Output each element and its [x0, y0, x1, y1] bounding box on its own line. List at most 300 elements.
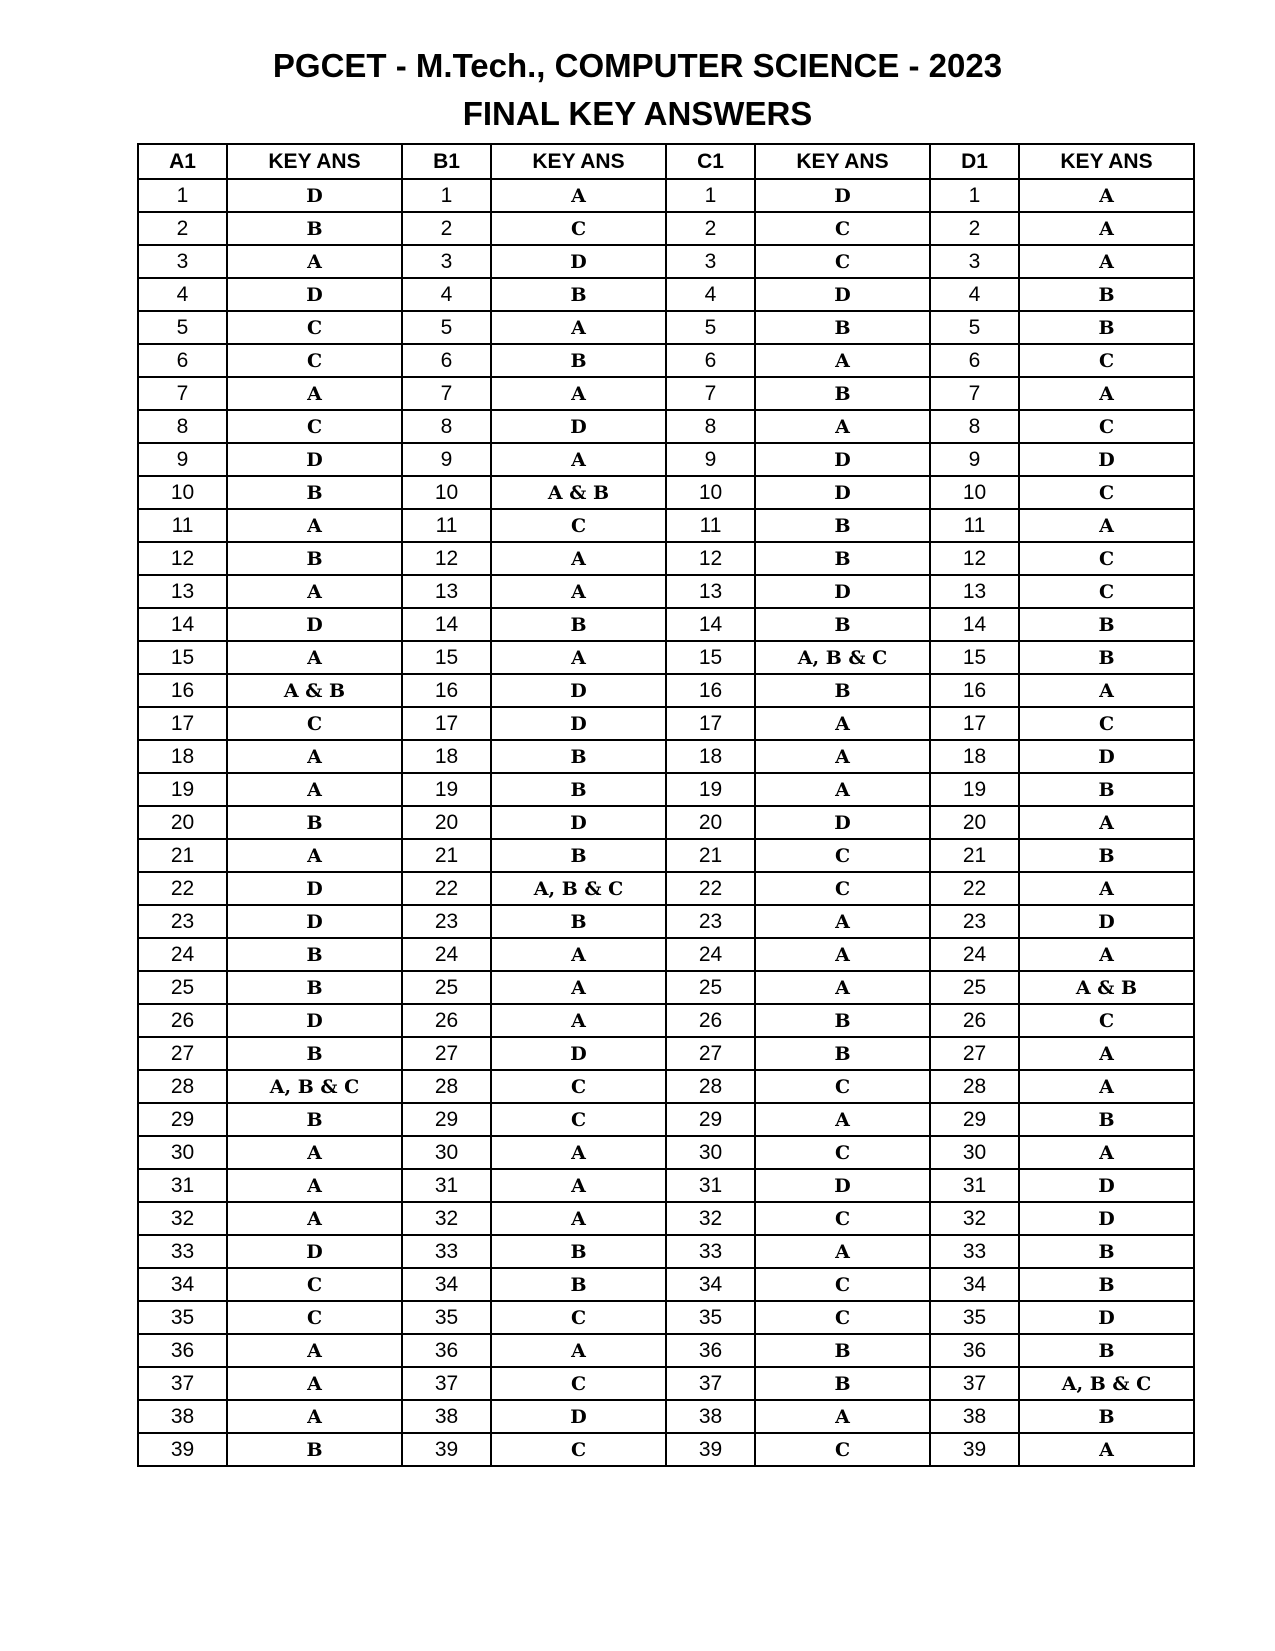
d1-question-cell: 28 — [930, 1070, 1019, 1103]
c1-question-cell: 13 — [666, 575, 755, 608]
c1-answer-cell: B — [755, 1334, 930, 1367]
b1-answer-cell: C — [491, 1367, 666, 1400]
b1-question-cell: 37 — [402, 1367, 491, 1400]
a1-question-cell: 26 — [138, 1004, 227, 1037]
c1-answer-cell: B — [755, 608, 930, 641]
d1-question-cell: 13 — [930, 575, 1019, 608]
b1-answer-cell: C — [491, 212, 666, 245]
d1-answer-cell: A — [1019, 938, 1194, 971]
c1-answer-cell: C — [755, 1433, 930, 1466]
c1-question-cell: 3 — [666, 245, 755, 278]
b1-answer-cell: A — [491, 542, 666, 575]
c1-question-cell: 15 — [666, 641, 755, 674]
d1-question-cell: 7 — [930, 377, 1019, 410]
table-row — [138, 1037, 1194, 1070]
b1-answer-cell: A — [491, 641, 666, 674]
a1-answer-cell: D — [227, 872, 402, 905]
a1-question-cell: 24 — [138, 938, 227, 971]
c1-question-cell: 10 — [666, 476, 755, 509]
a1-question-cell: 35 — [138, 1301, 227, 1334]
c1-question-cell: 38 — [666, 1400, 755, 1433]
b1-question-cell: 9 — [402, 443, 491, 476]
b1-question-cell: 10 — [402, 476, 491, 509]
d1-answer-cell: B — [1019, 608, 1194, 641]
d1-question-cell: 20 — [930, 806, 1019, 839]
b1-question-cell: 11 — [402, 509, 491, 542]
b1-question-cell: 16 — [402, 674, 491, 707]
c1-answer-cell: C — [755, 839, 930, 872]
d1-question-cell: 37 — [930, 1367, 1019, 1400]
table-row — [138, 509, 1194, 542]
c1-question-cell: 32 — [666, 1202, 755, 1235]
table-row — [138, 443, 1194, 476]
c1-question-cell: 33 — [666, 1235, 755, 1268]
a1-answer-cell: B — [227, 1103, 402, 1136]
c1-answer-cell: A — [755, 773, 930, 806]
b1-question-cell: 36 — [402, 1334, 491, 1367]
header-key-ans: KEY ANS — [227, 144, 402, 179]
header-key-ans: KEY ANS — [491, 144, 666, 179]
c1-answer-cell: C — [755, 872, 930, 905]
b1-question-cell: 35 — [402, 1301, 491, 1334]
table-row — [138, 1202, 1194, 1235]
table-row — [138, 1004, 1194, 1037]
header-key-ans: KEY ANS — [755, 144, 930, 179]
d1-question-cell: 18 — [930, 740, 1019, 773]
a1-answer-cell: B — [227, 806, 402, 839]
a1-question-cell: 5 — [138, 311, 227, 344]
c1-answer-cell: A — [755, 740, 930, 773]
d1-question-cell: 35 — [930, 1301, 1019, 1334]
a1-answer-cell: A — [227, 1367, 402, 1400]
c1-answer-cell: D — [755, 575, 930, 608]
table-row — [138, 542, 1194, 575]
c1-answer-cell: D — [755, 1169, 930, 1202]
b1-answer-cell: B — [491, 344, 666, 377]
d1-answer-cell: C — [1019, 410, 1194, 443]
a1-question-cell: 15 — [138, 641, 227, 674]
c1-question-cell: 6 — [666, 344, 755, 377]
a1-answer-cell: A — [227, 740, 402, 773]
d1-question-cell: 36 — [930, 1334, 1019, 1367]
answer-key-body — [138, 179, 1194, 1466]
c1-answer-cell: A — [755, 938, 930, 971]
c1-answer-cell: A — [755, 1235, 930, 1268]
b1-answer-cell: D — [491, 245, 666, 278]
a1-question-cell: 25 — [138, 971, 227, 1004]
a1-answer-cell: A — [227, 1400, 402, 1433]
b1-answer-cell: B — [491, 278, 666, 311]
b1-answer-cell: A — [491, 179, 666, 212]
d1-question-cell: 22 — [930, 872, 1019, 905]
d1-answer-cell: A, B & C — [1019, 1367, 1194, 1400]
d1-answer-cell: D — [1019, 740, 1194, 773]
d1-answer-cell: C — [1019, 575, 1194, 608]
b1-question-cell: 15 — [402, 641, 491, 674]
d1-question-cell: 33 — [930, 1235, 1019, 1268]
c1-answer-cell: A — [755, 707, 930, 740]
table-row — [138, 245, 1194, 278]
a1-question-cell: 12 — [138, 542, 227, 575]
table-row — [138, 1136, 1194, 1169]
a1-question-cell: 16 — [138, 674, 227, 707]
b1-question-cell: 32 — [402, 1202, 491, 1235]
c1-answer-cell: B — [755, 311, 930, 344]
c1-answer-cell: A — [755, 971, 930, 1004]
d1-question-cell: 1 — [930, 179, 1019, 212]
table-row — [138, 872, 1194, 905]
c1-question-cell: 11 — [666, 509, 755, 542]
c1-question-cell: 17 — [666, 707, 755, 740]
table-row — [138, 1400, 1194, 1433]
d1-answer-cell: D — [1019, 905, 1194, 938]
c1-answer-cell: A — [755, 1103, 930, 1136]
header-b1: B1 — [402, 144, 491, 179]
d1-question-cell: 29 — [930, 1103, 1019, 1136]
c1-answer-cell: C — [755, 212, 930, 245]
a1-answer-cell: A & B — [227, 674, 402, 707]
d1-answer-cell: B — [1019, 1103, 1194, 1136]
a1-question-cell: 27 — [138, 1037, 227, 1070]
c1-answer-cell: B — [755, 1367, 930, 1400]
c1-question-cell: 22 — [666, 872, 755, 905]
a1-answer-cell: A — [227, 245, 402, 278]
b1-answer-cell: A — [491, 938, 666, 971]
b1-question-cell: 20 — [402, 806, 491, 839]
table-row — [138, 773, 1194, 806]
b1-answer-cell: C — [491, 1301, 666, 1334]
d1-answer-cell: B — [1019, 1334, 1194, 1367]
b1-answer-cell: A & B — [491, 476, 666, 509]
a1-question-cell: 31 — [138, 1169, 227, 1202]
c1-question-cell: 5 — [666, 311, 755, 344]
b1-question-cell: 14 — [402, 608, 491, 641]
d1-question-cell: 27 — [930, 1037, 1019, 1070]
d1-question-cell: 9 — [930, 443, 1019, 476]
table-row — [138, 806, 1194, 839]
c1-answer-cell: C — [755, 1136, 930, 1169]
b1-answer-cell: D — [491, 707, 666, 740]
c1-question-cell: 20 — [666, 806, 755, 839]
table-row — [138, 1334, 1194, 1367]
b1-question-cell: 23 — [402, 905, 491, 938]
d1-question-cell: 14 — [930, 608, 1019, 641]
c1-answer-cell: B — [755, 509, 930, 542]
c1-answer-cell: A — [755, 344, 930, 377]
d1-question-cell: 5 — [930, 311, 1019, 344]
b1-question-cell: 39 — [402, 1433, 491, 1466]
d1-question-cell: 30 — [930, 1136, 1019, 1169]
c1-question-cell: 39 — [666, 1433, 755, 1466]
c1-question-cell: 16 — [666, 674, 755, 707]
c1-answer-cell: C — [755, 1202, 930, 1235]
table-row — [138, 1301, 1194, 1334]
c1-question-cell: 27 — [666, 1037, 755, 1070]
a1-question-cell: 23 — [138, 905, 227, 938]
b1-answer-cell: C — [491, 509, 666, 542]
d1-question-cell: 4 — [930, 278, 1019, 311]
a1-answer-cell: B — [227, 938, 402, 971]
table-row — [138, 212, 1194, 245]
d1-question-cell: 17 — [930, 707, 1019, 740]
a1-answer-cell: A — [227, 377, 402, 410]
a1-answer-cell: C — [227, 311, 402, 344]
b1-answer-cell: D — [491, 410, 666, 443]
header-d1: D1 — [930, 144, 1019, 179]
table-row — [138, 476, 1194, 509]
a1-question-cell: 14 — [138, 608, 227, 641]
c1-answer-cell: C — [755, 1070, 930, 1103]
a1-answer-cell: D — [227, 1004, 402, 1037]
b1-answer-cell: A — [491, 443, 666, 476]
c1-question-cell: 25 — [666, 971, 755, 1004]
a1-answer-cell: A — [227, 641, 402, 674]
a1-question-cell: 19 — [138, 773, 227, 806]
a1-question-cell: 4 — [138, 278, 227, 311]
table-row — [138, 707, 1194, 740]
b1-question-cell: 26 — [402, 1004, 491, 1037]
d1-question-cell: 11 — [930, 509, 1019, 542]
d1-question-cell: 15 — [930, 641, 1019, 674]
a1-answer-cell: A — [227, 1169, 402, 1202]
d1-question-cell: 31 — [930, 1169, 1019, 1202]
a1-answer-cell: A — [227, 773, 402, 806]
d1-answer-cell: B — [1019, 773, 1194, 806]
header-a1: A1 — [138, 144, 227, 179]
b1-answer-cell: A — [491, 1169, 666, 1202]
d1-answer-cell: C — [1019, 344, 1194, 377]
table-row — [138, 410, 1194, 443]
b1-answer-cell: A — [491, 575, 666, 608]
d1-answer-cell: C — [1019, 542, 1194, 575]
a1-question-cell: 20 — [138, 806, 227, 839]
a1-answer-cell: B — [227, 971, 402, 1004]
a1-question-cell: 8 — [138, 410, 227, 443]
d1-answer-cell: A — [1019, 806, 1194, 839]
page-title: PGCET - M.Tech., COMPUTER SCIENCE - 2023 — [272, 47, 1003, 84]
table-row — [138, 971, 1194, 1004]
c1-answer-cell: A — [755, 1400, 930, 1433]
b1-answer-cell: D — [491, 1400, 666, 1433]
d1-question-cell: 21 — [930, 839, 1019, 872]
c1-answer-cell: D — [755, 476, 930, 509]
a1-question-cell: 37 — [138, 1367, 227, 1400]
c1-question-cell: 12 — [666, 542, 755, 575]
c1-question-cell: 24 — [666, 938, 755, 971]
d1-question-cell: 34 — [930, 1268, 1019, 1301]
table-row — [138, 1103, 1194, 1136]
header-c1: C1 — [666, 144, 755, 179]
a1-answer-cell: B — [227, 1433, 402, 1466]
b1-question-cell: 4 — [402, 278, 491, 311]
a1-question-cell: 30 — [138, 1136, 227, 1169]
c1-question-cell: 34 — [666, 1268, 755, 1301]
b1-question-cell: 34 — [402, 1268, 491, 1301]
a1-answer-cell: B — [227, 476, 402, 509]
b1-question-cell: 31 — [402, 1169, 491, 1202]
a1-answer-cell: A — [227, 1202, 402, 1235]
a1-answer-cell: C — [227, 344, 402, 377]
c1-answer-cell: A — [755, 410, 930, 443]
d1-question-cell: 24 — [930, 938, 1019, 971]
b1-question-cell: 8 — [402, 410, 491, 443]
table-row — [138, 839, 1194, 872]
c1-answer-cell: B — [755, 377, 930, 410]
b1-question-cell: 19 — [402, 773, 491, 806]
b1-answer-cell: D — [491, 806, 666, 839]
c1-question-cell: 37 — [666, 1367, 755, 1400]
b1-question-cell: 1 — [402, 179, 491, 212]
c1-answer-cell: D — [755, 443, 930, 476]
d1-answer-cell: D — [1019, 443, 1194, 476]
d1-answer-cell: D — [1019, 1301, 1194, 1334]
b1-answer-cell: B — [491, 773, 666, 806]
table-row — [138, 1367, 1194, 1400]
a1-question-cell: 38 — [138, 1400, 227, 1433]
a1-answer-cell: A — [227, 839, 402, 872]
a1-answer-cell: A — [227, 509, 402, 542]
a1-question-cell: 3 — [138, 245, 227, 278]
b1-question-cell: 12 — [402, 542, 491, 575]
header-key-ans: KEY ANS — [1019, 144, 1194, 179]
table-row — [138, 377, 1194, 410]
a1-question-cell: 17 — [138, 707, 227, 740]
a1-answer-cell: B — [227, 212, 402, 245]
d1-answer-cell: B — [1019, 839, 1194, 872]
b1-answer-cell: A — [491, 1202, 666, 1235]
c1-question-cell: 26 — [666, 1004, 755, 1037]
a1-answer-cell: D — [227, 608, 402, 641]
c1-answer-cell: D — [755, 278, 930, 311]
d1-answer-cell: A — [1019, 377, 1194, 410]
a1-question-cell: 2 — [138, 212, 227, 245]
b1-question-cell: 2 — [402, 212, 491, 245]
b1-question-cell: 17 — [402, 707, 491, 740]
d1-answer-cell: B — [1019, 1400, 1194, 1433]
b1-question-cell: 7 — [402, 377, 491, 410]
c1-answer-cell: B — [755, 674, 930, 707]
c1-answer-cell: B — [755, 1037, 930, 1070]
table-row — [138, 938, 1194, 971]
d1-answer-cell: A — [1019, 245, 1194, 278]
d1-answer-cell: B — [1019, 311, 1194, 344]
d1-answer-cell: A — [1019, 1070, 1194, 1103]
d1-answer-cell: D — [1019, 1202, 1194, 1235]
a1-answer-cell: C — [227, 1268, 402, 1301]
c1-answer-cell: C — [755, 1301, 930, 1334]
d1-answer-cell: A — [1019, 212, 1194, 245]
b1-question-cell: 30 — [402, 1136, 491, 1169]
c1-question-cell: 30 — [666, 1136, 755, 1169]
a1-answer-cell: B — [227, 542, 402, 575]
b1-answer-cell: A — [491, 377, 666, 410]
c1-answer-cell: D — [755, 179, 930, 212]
c1-answer-cell: A, B & C — [755, 641, 930, 674]
c1-answer-cell: C — [755, 245, 930, 278]
d1-answer-cell: C — [1019, 1004, 1194, 1037]
table-row — [138, 278, 1194, 311]
a1-answer-cell: D — [227, 1235, 402, 1268]
table-row — [138, 1268, 1194, 1301]
b1-answer-cell: B — [491, 740, 666, 773]
d1-question-cell: 8 — [930, 410, 1019, 443]
c1-question-cell: 21 — [666, 839, 755, 872]
b1-answer-cell: B — [491, 608, 666, 641]
d1-question-cell: 12 — [930, 542, 1019, 575]
c1-answer-cell: B — [755, 1004, 930, 1037]
d1-answer-cell: A — [1019, 179, 1194, 212]
table-row — [138, 674, 1194, 707]
b1-question-cell: 5 — [402, 311, 491, 344]
b1-question-cell: 3 — [402, 245, 491, 278]
b1-answer-cell: C — [491, 1433, 666, 1466]
table-row — [138, 1070, 1194, 1103]
d1-answer-cell: B — [1019, 278, 1194, 311]
a1-answer-cell: A, B & C — [227, 1070, 402, 1103]
d1-question-cell: 23 — [930, 905, 1019, 938]
d1-answer-cell: D — [1019, 1169, 1194, 1202]
b1-question-cell: 13 — [402, 575, 491, 608]
c1-question-cell: 4 — [666, 278, 755, 311]
a1-question-cell: 21 — [138, 839, 227, 872]
b1-answer-cell: B — [491, 839, 666, 872]
d1-answer-cell: A — [1019, 674, 1194, 707]
b1-question-cell: 38 — [402, 1400, 491, 1433]
b1-answer-cell: B — [491, 1268, 666, 1301]
d1-question-cell: 32 — [930, 1202, 1019, 1235]
a1-question-cell: 9 — [138, 443, 227, 476]
d1-question-cell: 3 — [930, 245, 1019, 278]
d1-answer-cell: A — [1019, 509, 1194, 542]
c1-question-cell: 18 — [666, 740, 755, 773]
b1-question-cell: 29 — [402, 1103, 491, 1136]
a1-question-cell: 6 — [138, 344, 227, 377]
a1-question-cell: 10 — [138, 476, 227, 509]
a1-answer-cell: C — [227, 1301, 402, 1334]
d1-question-cell: 16 — [930, 674, 1019, 707]
a1-question-cell: 32 — [138, 1202, 227, 1235]
a1-question-cell: 39 — [138, 1433, 227, 1466]
table-row — [138, 311, 1194, 344]
d1-answer-cell: A — [1019, 1433, 1194, 1466]
d1-answer-cell: B — [1019, 641, 1194, 674]
d1-answer-cell: A & B — [1019, 971, 1194, 1004]
c1-question-cell: 23 — [666, 905, 755, 938]
b1-answer-cell: A — [491, 971, 666, 1004]
a1-question-cell: 22 — [138, 872, 227, 905]
b1-question-cell: 22 — [402, 872, 491, 905]
page-subtitle: FINAL KEY ANSWERS — [462, 95, 813, 132]
d1-question-cell: 25 — [930, 971, 1019, 1004]
a1-question-cell: 7 — [138, 377, 227, 410]
b1-question-cell: 24 — [402, 938, 491, 971]
d1-question-cell: 38 — [930, 1400, 1019, 1433]
d1-answer-cell: A — [1019, 1037, 1194, 1070]
d1-question-cell: 10 — [930, 476, 1019, 509]
b1-answer-cell: C — [491, 1103, 666, 1136]
c1-question-cell: 8 — [666, 410, 755, 443]
c1-question-cell: 35 — [666, 1301, 755, 1334]
b1-question-cell: 6 — [402, 344, 491, 377]
d1-answer-cell: B — [1019, 1235, 1194, 1268]
a1-question-cell: 11 — [138, 509, 227, 542]
d1-question-cell: 39 — [930, 1433, 1019, 1466]
a1-question-cell: 13 — [138, 575, 227, 608]
b1-answer-cell: D — [491, 674, 666, 707]
a1-question-cell: 28 — [138, 1070, 227, 1103]
b1-question-cell: 18 — [402, 740, 491, 773]
a1-answer-cell: A — [227, 1136, 402, 1169]
